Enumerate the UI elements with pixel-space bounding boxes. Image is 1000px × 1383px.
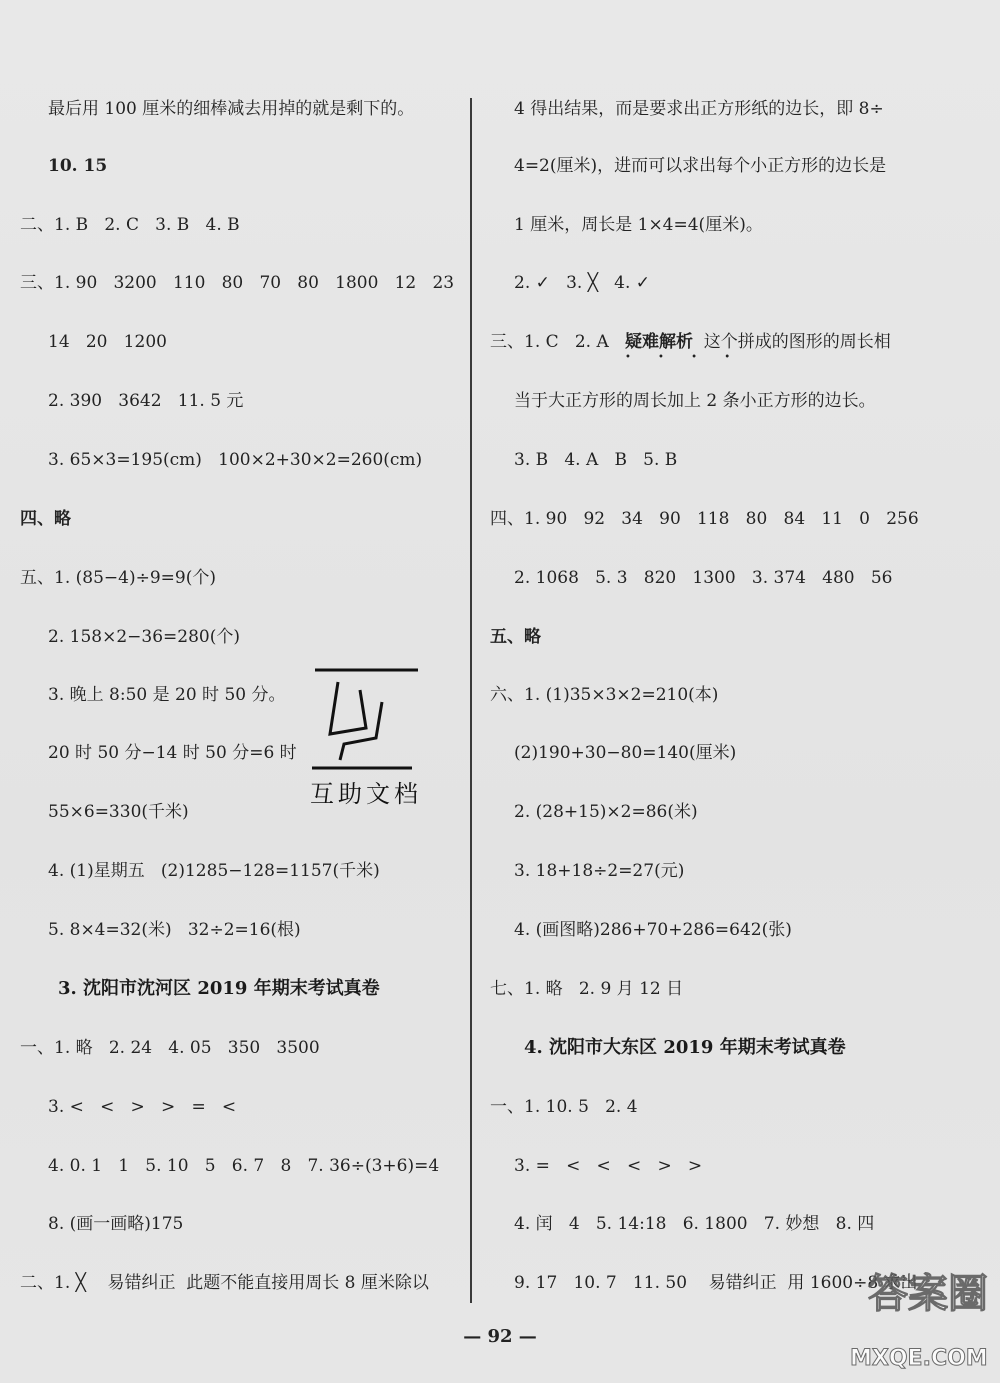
answer-line: 3. = < < < > > (514, 1156, 703, 1176)
answer-part: 三、1. C 2. A (490, 332, 625, 352)
section-heading: 4. 沈阳市大东区 2019 年期末考试真卷 (524, 1037, 846, 1058)
answer-line: 4. (1)星期五 (2)1285−128=1157(千米) (48, 861, 380, 881)
answer-line: 55×6=330(千米) (48, 802, 189, 822)
answer-line: 2. (28+15)×2=86(米) (514, 802, 698, 822)
answer-line: 3. 65×3=195(cm) 100×2+30×2=260(cm) (48, 450, 423, 470)
watermark-brand: 答案圈 (868, 1271, 988, 1317)
answer-line: 3. < < > > = < (48, 1097, 237, 1117)
answer-line: 一、1. 10. 5 2. 4 (490, 1097, 638, 1117)
page-number: — 92 — (463, 1326, 537, 1347)
answer-line: 14 20 1200 (48, 332, 167, 352)
answer-part: 这个拼成的图形的周长相 (692, 332, 891, 352)
answer-line: 4. 闰 4 5. 14:18 6. 1800 7. 妙想 8. 四 (514, 1214, 875, 1234)
answer-line: 3. 18+18÷2=27(元) (514, 861, 685, 881)
watermark-url: MXQE.COM (850, 1346, 988, 1371)
answer-line: 1 厘米，周长是 1×4=4(厘米)。 (514, 215, 763, 235)
answer-line: 4 得出结果，而是要求出正方形纸的边长，即 8÷ (514, 99, 884, 119)
answer-line: 4=2(厘米)，进而可以求出每个小正方形的边长是 (514, 156, 887, 176)
answer-line: 2. 1068 5. 3 820 1300 3. 374 480 56 (514, 568, 893, 588)
answer-line: (2)190+30−80=140(厘米) (514, 743, 737, 763)
answer-line: 三、1. 90 3200 110 80 70 80 1800 12 23 (20, 273, 455, 293)
answer-line: 六、1. (1)35×3×2=210(本) (490, 685, 719, 705)
stamp-text: 互助文档 (310, 780, 422, 808)
answer-line: 二、1. ╳ 易错纠正 此题不能直接用周长 8 厘米除以 (20, 1273, 429, 1293)
answer-line: 3. B 4. A B 5. B (514, 450, 678, 470)
label-text: 疑难解析 (624, 332, 693, 352)
column-divider (470, 98, 472, 1303)
answer-line (490, 331, 891, 363)
answer-line: 当于大正方形的周长加上 2 条小正方形的边长。 (514, 391, 876, 411)
answer-line: 五、略 (490, 627, 541, 647)
answer-line: 二、1. B 2. C 3. B 4. B (20, 215, 240, 235)
section-heading: 3. 沈阳市沈河区 2019 年期末考试真卷 (58, 978, 380, 999)
answer-line: 20 时 50 分−14 时 50 分=6 时 (48, 743, 297, 763)
emphasis-dots: • • • • (624, 352, 743, 363)
answer-line: 2. ✓ 3. ╳ 4. ✓ (514, 273, 651, 293)
answer-line: 9. 17 10. 7 11. 50 易错纠正 用 1600÷8 求出 (514, 1273, 918, 1293)
answer-line: 4. (画图略)286+70+286=642(张) (514, 920, 792, 940)
answer-line: 5. 8×4=32(米) 32÷2=16(根) (48, 920, 301, 940)
answer-line: 8. (画一画略)175 (48, 1214, 184, 1234)
answer-line: 最后用 100 厘米的细棒减去用掉的就是剩下的。 (48, 99, 415, 119)
answer-line: 一、1. 略 2. 24 4. 05 350 3500 (20, 1038, 320, 1058)
answer-line: 七、1. 略 2. 9 月 12 日 (490, 979, 684, 999)
answer-line: 10. 15 (48, 156, 108, 176)
answer-line: 五、1. (85−4)÷9=9(个) (20, 568, 216, 588)
difficulty-analysis-label (624, 332, 743, 363)
answer-line: 四、略 (20, 509, 71, 529)
answer-line: 四、1. 90 92 34 90 118 80 84 11 0 256 (490, 509, 919, 529)
answer-line: 2. 390 3642 11. 5 元 (48, 391, 244, 411)
answer-line: 3. 晚上 8:50 是 20 时 50 分。 (48, 685, 286, 705)
answer-line: 4. 0. 1 1 5. 10 5 6. 7 8 7. 36÷(3+6)=4 (48, 1156, 440, 1176)
answer-line: 2. 158×2−36=280(个) (48, 627, 240, 647)
